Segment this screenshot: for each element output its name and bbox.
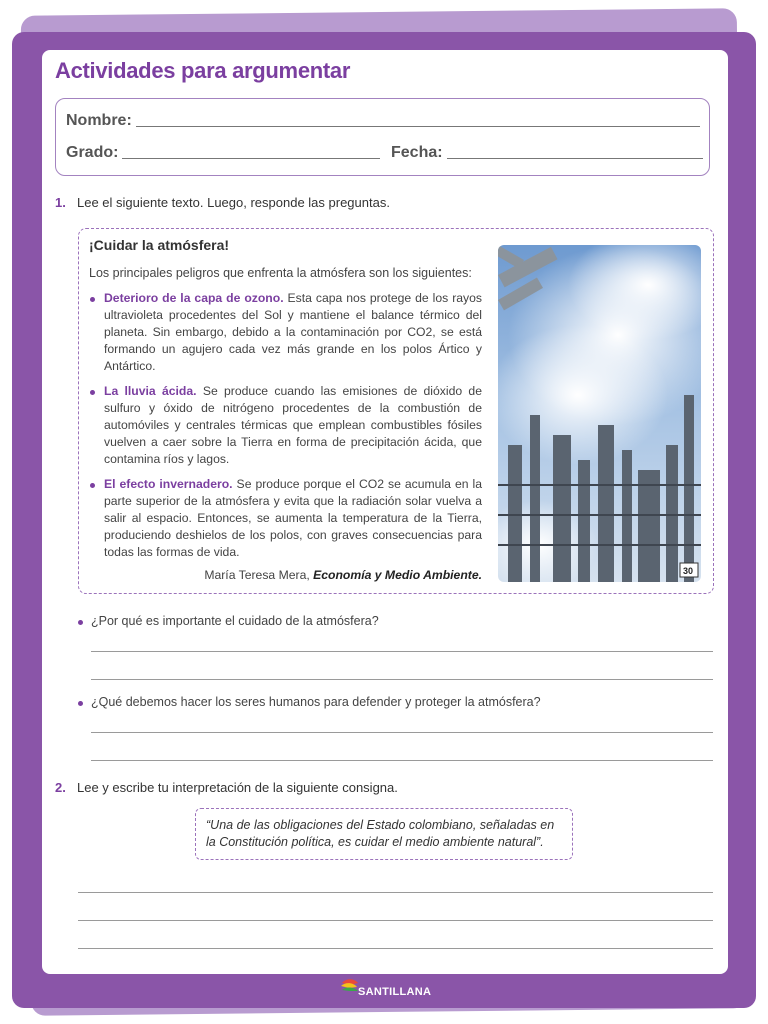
page-title: Actividades para argumentar [55, 58, 351, 83]
answer-line[interactable] [78, 892, 713, 893]
answer-line[interactable] [91, 732, 713, 733]
brand-name: SANTILLANA [358, 986, 432, 998]
reading-title: ¡Cuidar la atmósfera! [89, 237, 230, 253]
reading-item-greenhouse [104, 476, 482, 561]
bullet-icon [78, 620, 83, 625]
question-2-text: Lee y escribe tu interpretación de la siguiente consigna. [77, 780, 398, 795]
name-field[interactable] [66, 112, 700, 130]
factory-smoke-photo [498, 245, 701, 582]
grade-line[interactable] [122, 157, 380, 159]
quote-box: “Una de las obligaciones del Estado colombiano, señaladas en la Constitución política, es cuidar el medio ambiente natural”. [195, 808, 573, 860]
source-author: María Teresa Mera, [204, 568, 314, 582]
question-1-number: 1. [55, 195, 66, 210]
answer-line[interactable] [91, 760, 713, 761]
date-field[interactable] [391, 144, 703, 162]
date-label: Fecha: [391, 144, 443, 161]
answer-line[interactable] [91, 651, 713, 652]
item-lead: La lluvia ácida. [104, 384, 197, 398]
reading-item-acid-rain [104, 383, 482, 468]
grade-label: Grado: [66, 144, 119, 161]
question-2-number: 2. [55, 780, 66, 795]
source-work: Economía y Medio Ambiente. [313, 568, 482, 582]
name-label: Nombre: [66, 112, 132, 129]
answer-line[interactable] [78, 948, 713, 949]
item-lead: El efecto invernadero. [104, 477, 233, 491]
student-info-box [55, 98, 710, 176]
bullet-icon [78, 701, 83, 706]
item-text: Se produce cuando las emisiones de dióxido de sulfuro y óxido de nitrógeno procedentes de la combustión de automóviles y centrales térmicas que emplean combustibles fósiles vuelven a caer sobre la Tierra en forma de precipitación ácida, que contamina ríos y lagos. [104, 384, 482, 466]
photo-sign-number: 30 [683, 566, 694, 576]
grade-field[interactable] [66, 144, 380, 162]
answer-line[interactable] [91, 679, 713, 680]
bullet-icon [90, 297, 95, 302]
item-text: Esta capa nos protege de los rayos ultravioleta procedentes del Sol y mantiene el balance térmico del planeta. Sin embargo, debido a la contaminación por CO2, se está formando un agujero cada vez más grande en los polos Ártico y Antártico. [104, 291, 482, 373]
item-lead: Deterioro de la capa de ozono. [104, 291, 284, 305]
date-line[interactable] [447, 157, 703, 159]
question-1-text: Lee el siguiente texto. Luego, responde las preguntas. [77, 195, 390, 210]
reading-item-ozone [104, 290, 482, 375]
factory-illustration [498, 245, 701, 582]
question-1b: ¿Qué debemos hacer los seres humanos para defender y proteger la atmósfera? [91, 695, 541, 709]
bullet-icon [90, 483, 95, 488]
bullet-icon [90, 390, 95, 395]
reading-intro: Los principales peligros que enfrenta la atmósfera son los siguientes: [89, 266, 472, 280]
name-line[interactable] [136, 125, 700, 127]
reading-source [104, 568, 482, 582]
answer-line[interactable] [78, 920, 713, 921]
item-text: Se produce porque el CO2 se acumula en la parte superior de la atmósfera y evita que la radiación solar vuelva a salir al espacio. Entonces, se aumenta la temperatura de la Tierra, produciendo deshielos de los polos, con graves consecuencias para todas las formas de vida. [104, 477, 482, 559]
question-1a: ¿Por qué es importante el cuidado de la atmósfera? [91, 614, 379, 628]
